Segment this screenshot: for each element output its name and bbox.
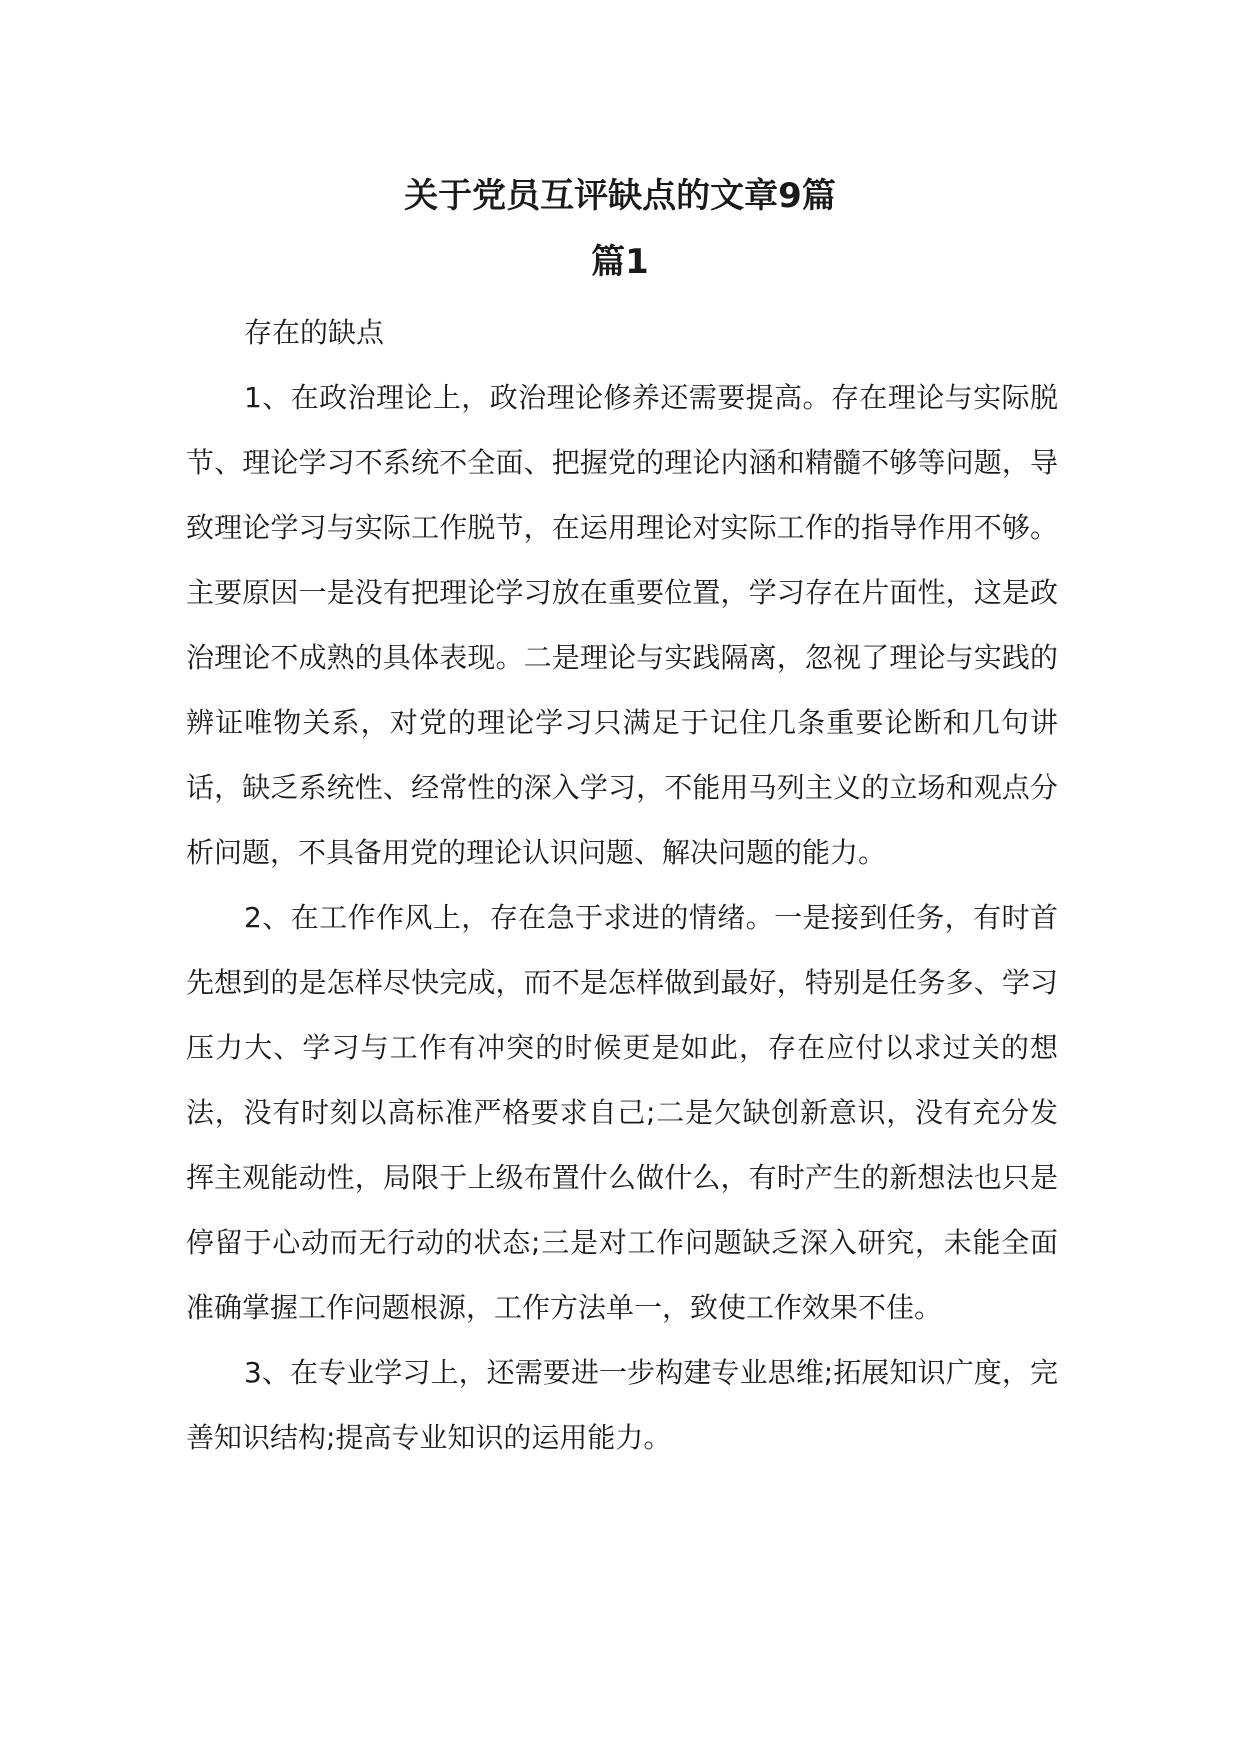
paragraph-heading: 存在的缺点	[244, 316, 385, 349]
paragraph-1: 1、在政治理论上，政治理论修养还需要提高。存在理论与实际脱节、理论学习不系统不全面、把握党的理论内涵和精髓不够等问题，导致理论学习与实际工作脱节，在运用理论对实际工作的指导作用不够。主要原因一是没有把理论学习放在重要位置，学习存在片面性，这是政治理论不成熟的具体表现。二是理论与实践隔离，忽视了理论与实践的辨证唯物关系，对党的理论学习只满足于记住几条重要论断和几句讲话，缺乏系统性、经常性的深入学习，不能用马列主义的立场和观点分析问题，不具备用党的理论认识问题、解决问题的能力。	[186, 381, 1058, 869]
paragraph-2: 2、在工作作风上，存在急于求进的情绪。一是接到任务，有时首先想到的是怎样尽快完成，而不是怎样做到最好，特别是任务多、学习压力大、学习与工作有冲突的时候更是如此，存在应付以求过关的想法，没有时刻以高标准严格要求自己;二是欠缺创新意识，没有充分发挥主观能动性，局限于上级布置什么做什么，有时产生的新想法也只是停留于心动而无行动的状态;三是对工作问题缺乏深入研究，未能全面准确掌握工作问题根源，工作方法单一，致使工作效果不佳。	[186, 901, 1058, 1324]
section-heading: 篇1	[591, 242, 649, 282]
document-body	[186, 300, 1058, 1470]
paragraph-3: 3、在专业学习上，还需要进一步构建专业思维;拓展知识广度，完善知识结构;提高专业知识的运用能力。	[186, 1356, 1058, 1454]
document-title: 关于党员互评缺点的文章9篇	[404, 176, 836, 216]
